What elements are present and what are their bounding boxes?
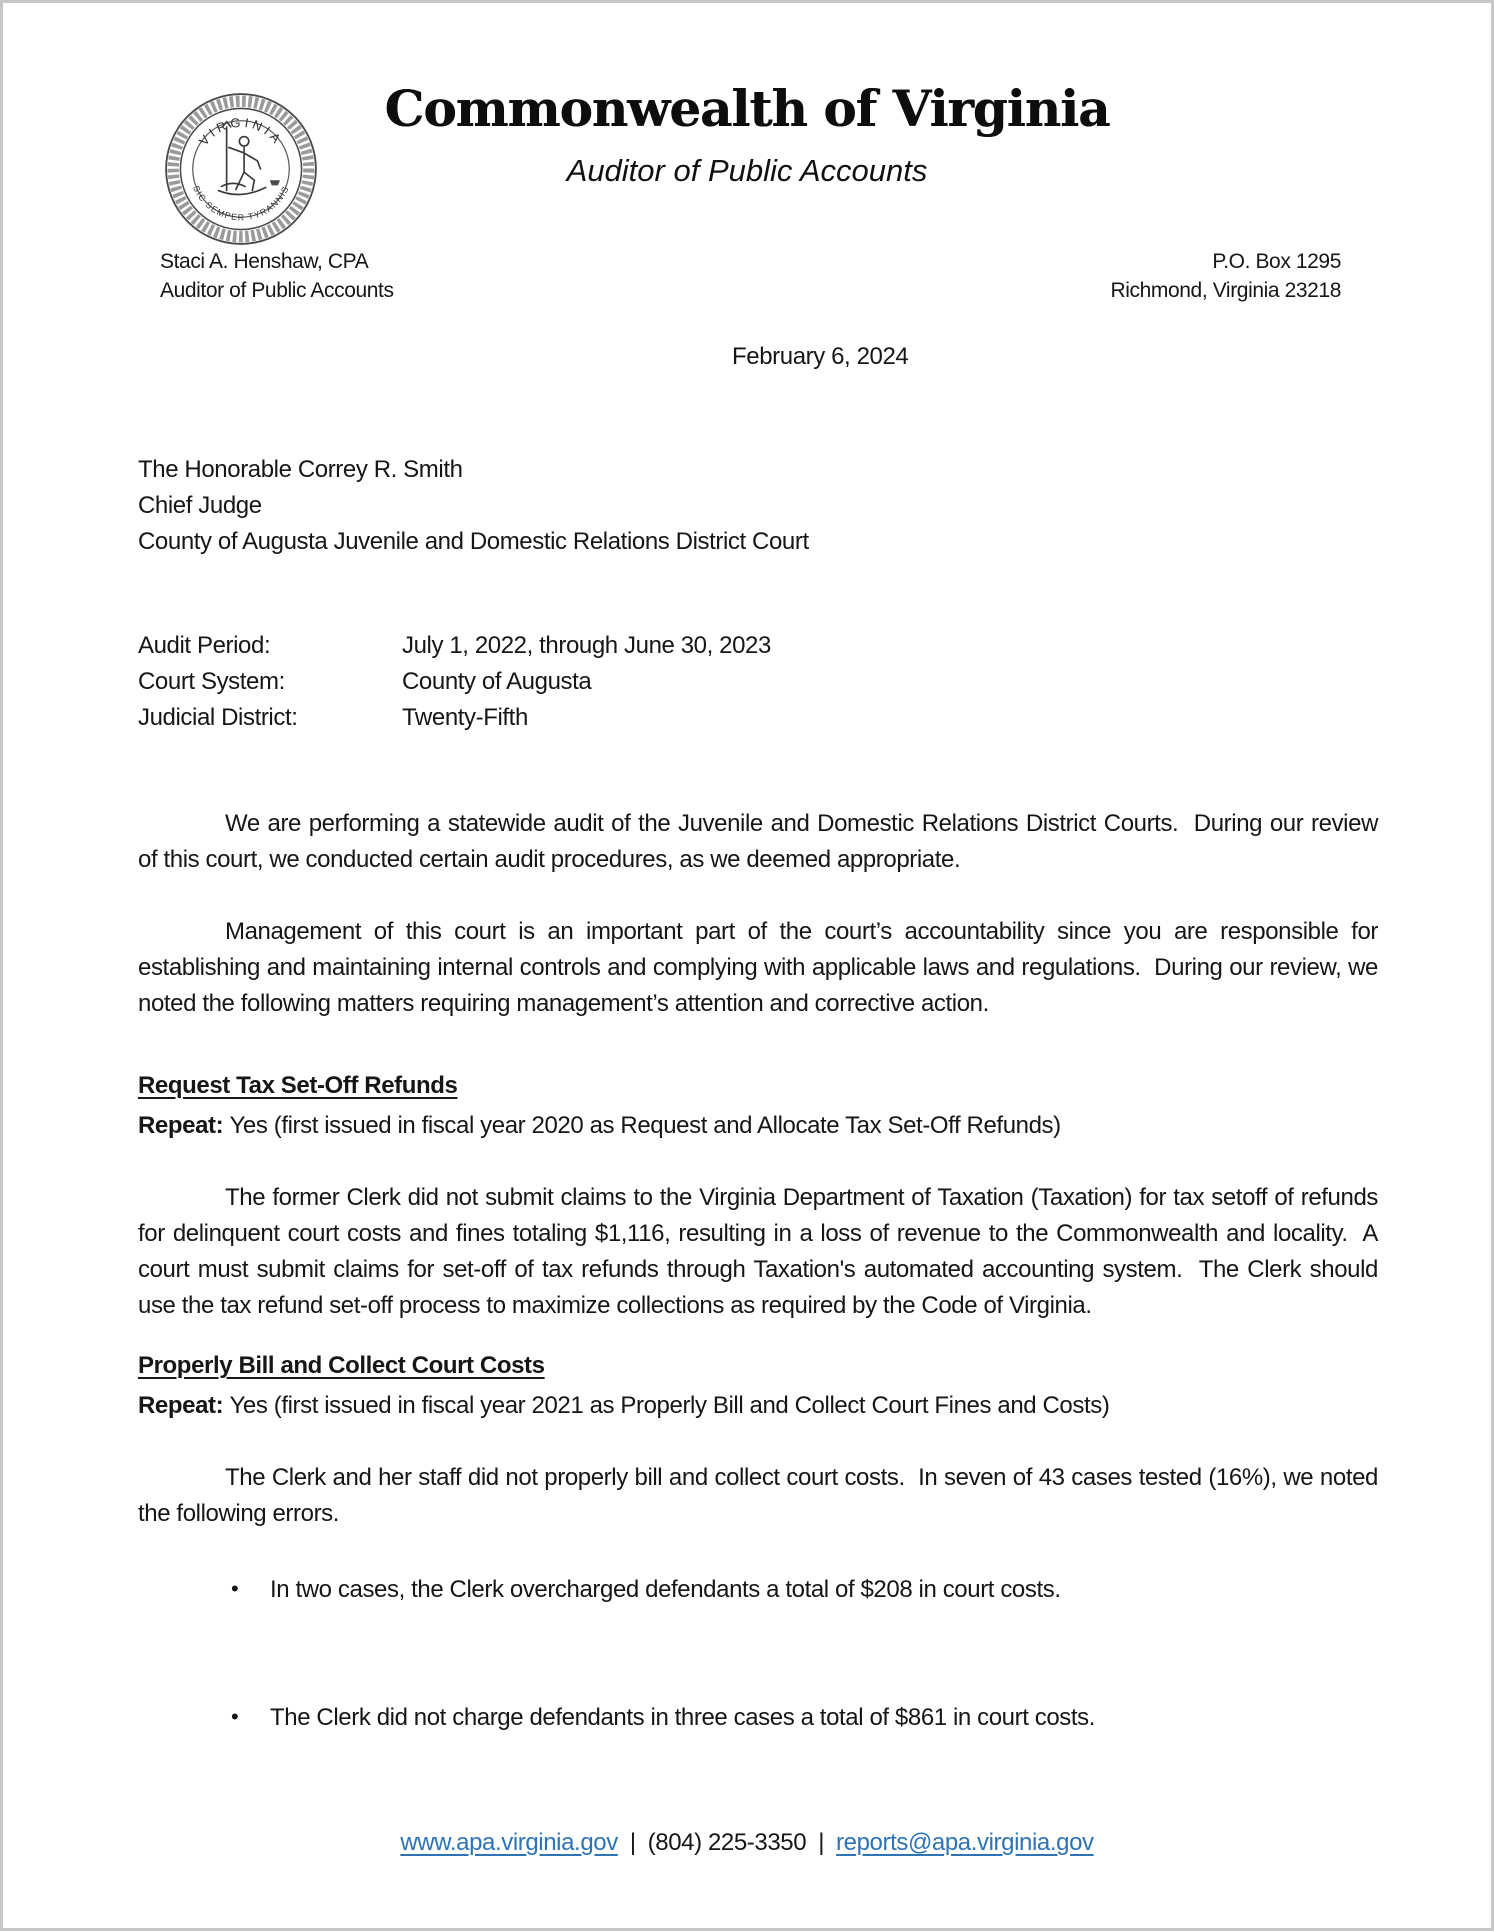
official-title: Auditor of Public Accounts [160, 279, 394, 302]
address-line-1: P.O. Box 1295 [1212, 250, 1341, 273]
footer-separator: | [629, 1829, 636, 1856]
audit-info-table [138, 628, 1378, 736]
finding-2-repeat-line [138, 1388, 1378, 1424]
svg-text:SIC SEMPER TYRANNIS [191, 184, 291, 222]
finding-1-repeat-text: Yes (first issued in fiscal year 2020 as Request and Allocate Tax Set-Off Refunds) [223, 1112, 1061, 1139]
finding-2-bullet-2 [138, 1700, 1378, 1736]
address-line-2: Richmond, Virginia 23218 [1110, 279, 1341, 302]
finding-1-repeat-line [138, 1108, 1378, 1144]
org-title: Commonwealth of Virginia [384, 79, 1110, 138]
finding-1-repeat-label: Repeat: [138, 1112, 224, 1139]
letter-body [138, 452, 1378, 1736]
finding-2-repeat-text: Yes (first issued in fiscal year 2021 as Properly Bill and Collect Court Fines and Costs) [223, 1392, 1110, 1419]
bullet-icon: • [231, 1576, 239, 1601]
intro-paragraph-2: Management of this court is an important part of the court’s accountability since you are responsible for establishing and maintaining internal controls and complying with applicable laws and regulations. During our review, we noted the following matters requiring management’s attention and corrective action. [138, 918, 1378, 1017]
recipient-court: County of Augusta Juvenile and Domestic Relations District Court [138, 528, 809, 555]
finding-2-bullet-1 [138, 1572, 1378, 1608]
seal-top-text: VIRGINIA [195, 114, 287, 149]
audit-period-value: July 1, 2022, through June 30, 2023 [402, 632, 771, 659]
finding-2-repeat-label: Repeat: [138, 1392, 224, 1419]
recipient-name: The Honorable Correy R. Smith [138, 456, 463, 483]
bullet-1-text: In two cases, the Clerk overcharged defendants a total of $208 in court costs. [270, 1576, 1061, 1603]
website-link[interactable]: www.apa.virginia.gov [400, 1829, 618, 1856]
judicial-district-label: Judicial District: [138, 704, 298, 731]
footer-phone: (804) 225-3350 [647, 1829, 807, 1856]
audit-period-label: Audit Period: [138, 632, 271, 659]
email-link[interactable]: reports@apa.virginia.gov [836, 1829, 1094, 1856]
recipient-block [138, 452, 1378, 560]
bullet-2-text: The Clerk did not charge defendants in three cases a total of $861 in court costs. [270, 1704, 1096, 1731]
finding-1-title: Request Tax Set-Off Refunds [138, 1072, 458, 1099]
judicial-district-value: Twenty-Fifth [402, 704, 528, 731]
finding-2-body: The Clerk and her staff did not properly bill and collect court costs. In seven of 43 cases tested (16%), we noted the following errors. [138, 1464, 1378, 1527]
address-block [1111, 247, 1342, 305]
letter-date: February 6, 2024 [732, 343, 909, 370]
finding-1-body: The former Clerk did not submit claims to the Virginia Department of Taxation (Taxation) for tax setoff of refunds for delinquent court costs and fines totaling $1,116, resulting in a loss of revenue to the Commonwealth and locality. A court must submit claims for set-off of tax refunds through Taxation's automated accounting system. The Clerk should use the tax refund set-off process to maximize collections as required by the Code of Virginia. [138, 1184, 1378, 1319]
court-system-label: Court System: [138, 668, 285, 695]
seal-bottom-text: SIC SEMPER TYRANNIS [191, 183, 291, 223]
intro-paragraph-1: We are performing a statewide audit of the Juvenile and Domestic Relations District Courts. During our review of this court, we conducted certain audit procedures, as we deemed appropriate. [138, 810, 1378, 873]
court-system-value: County of Augusta [402, 668, 592, 695]
footer-separator: | [818, 1829, 825, 1856]
finding-2-title: Properly Bill and Collect Court Costs [138, 1352, 545, 1379]
official-name: Staci A. Henshaw, CPA [160, 250, 369, 273]
letter-footer [3, 1829, 1491, 1857]
bullet-icon: • [231, 1704, 239, 1729]
recipient-title: Chief Judge [138, 492, 262, 519]
org-subtitle: Auditor of Public Accounts [566, 153, 928, 188]
official-block [160, 247, 394, 305]
